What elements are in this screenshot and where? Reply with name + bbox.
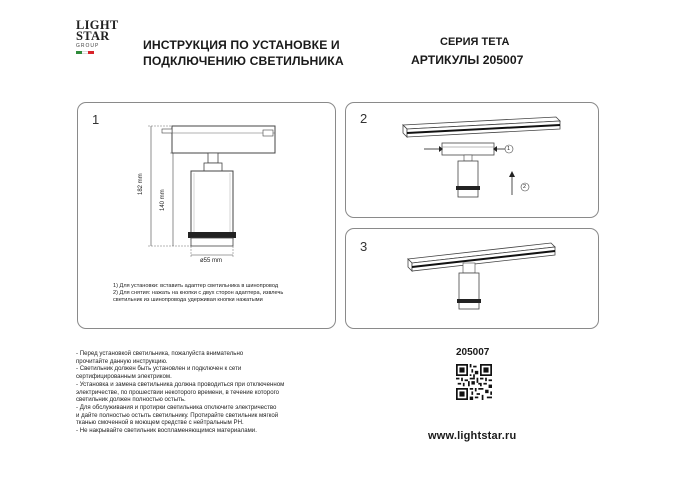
lamp-cylinder bbox=[191, 171, 233, 239]
dim-body-height: 140 mm bbox=[160, 189, 166, 211]
panel-number: 1 bbox=[92, 112, 100, 127]
panel-number: 3 bbox=[360, 239, 368, 254]
install-step-drawing bbox=[346, 103, 598, 217]
installation-notes bbox=[113, 283, 323, 304]
panel-number: 2 bbox=[360, 111, 368, 126]
document-title bbox=[143, 37, 344, 69]
warning-line: прочитайте данную инструкцию. bbox=[76, 357, 168, 365]
website-link[interactable]: www.lightstar.ru bbox=[428, 430, 517, 442]
dim-diameter: ø55 mm bbox=[200, 258, 223, 264]
articles-label: АРТИКУЛЫ 205007 bbox=[411, 53, 524, 67]
logo-word-group: GROUP bbox=[76, 43, 100, 49]
installed-drawing bbox=[346, 229, 598, 328]
track-adapter bbox=[172, 126, 275, 153]
title-line-2: ПОДКЛЮЧЕНИЮ СВЕТИЛЬНИКА bbox=[143, 54, 344, 68]
lamp bbox=[458, 161, 478, 197]
series-label: СЕРИЯ TETA bbox=[440, 36, 510, 48]
warning-line: - Не накрывайте светильник воспламеняющимся материалами. bbox=[76, 427, 257, 435]
logo-word-light: LIGHT bbox=[76, 18, 119, 32]
warning-line: - Светильник должен быть установлен и подключен к сети bbox=[76, 365, 242, 373]
lamp bbox=[459, 273, 479, 309]
adapter bbox=[442, 143, 494, 155]
safety-warnings bbox=[76, 350, 346, 435]
warning-line: и дайте полностью остыть светильнику. Протирайте светильник мягкой bbox=[76, 411, 279, 419]
warning-line: светильник должен полностью остыть. bbox=[76, 396, 186, 404]
title-line-1: ИНСТРУКЦИЯ ПО УСТАНОВКЕ И bbox=[143, 38, 340, 52]
warning-line: - Перед установкой светильника, пожалуйста внимательно bbox=[76, 350, 244, 357]
brand-logo bbox=[76, 20, 126, 54]
step-marker-1: 1 bbox=[507, 146, 511, 152]
stem bbox=[208, 153, 218, 163]
note-line: светильник из шинопровода удерживая кнопки нажатыми bbox=[113, 297, 263, 303]
panel-step-2 bbox=[345, 102, 599, 218]
panel-step-3 bbox=[345, 228, 599, 329]
warning-line: - Для обслуживания и протирки светильника отключите электричество bbox=[76, 403, 277, 411]
warning-line: - Установка и замена светильника должна проводиться при отключенном bbox=[76, 380, 285, 388]
product-code: 205007 bbox=[456, 347, 490, 358]
warning-line: сертифицированным электриком. bbox=[76, 373, 172, 381]
warning-line: электричестве, по прошествии некоторого времени, в течение которого bbox=[76, 388, 280, 396]
step-marker-2: 2 bbox=[523, 184, 527, 190]
dim-total-height: 182 mm bbox=[138, 173, 144, 195]
note-line: 2) Для снятия: нажать на кнопки с двух сторон адаптера, извлечь bbox=[113, 290, 284, 296]
logo-word-star: STAR bbox=[76, 29, 110, 43]
qr-code-icon bbox=[456, 364, 492, 400]
italian-flag-icon bbox=[76, 51, 94, 54]
warning-line: тканью смоченной в моющем средстве с нейтральным PH. bbox=[76, 419, 244, 427]
note-line: 1) Для установки: вставить адаптер светильника в шинопровод bbox=[113, 283, 279, 289]
lamp-ring bbox=[188, 232, 236, 238]
